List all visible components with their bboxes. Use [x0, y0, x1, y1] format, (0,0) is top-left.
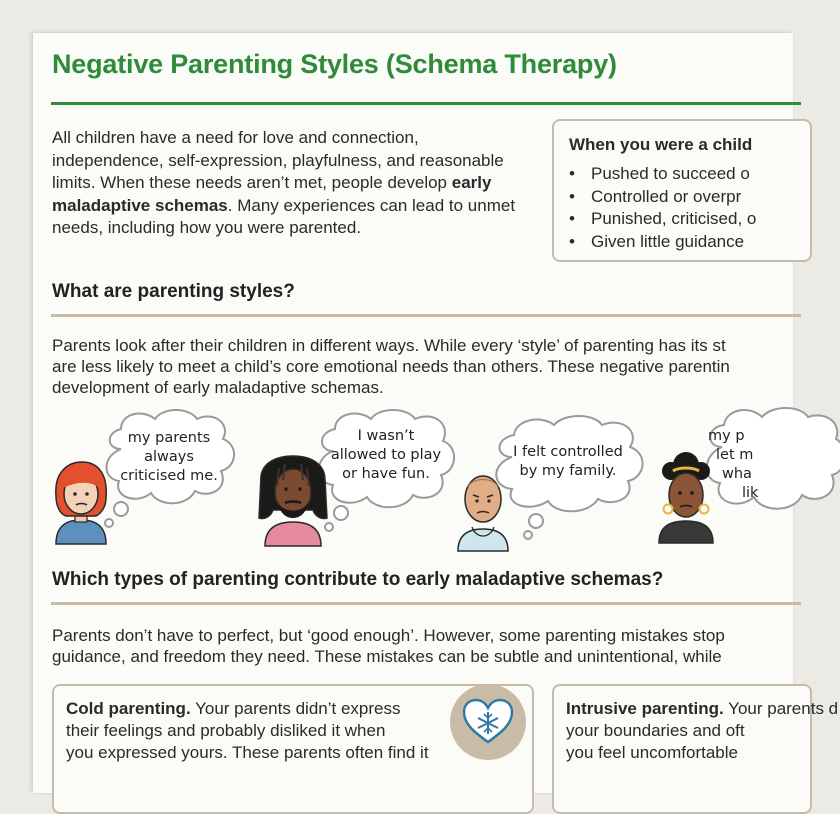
aside-list-item: • Controlled or overpr	[554, 186, 756, 209]
intrusive-parenting-card	[552, 684, 839, 814]
section-2-line: Parents don’t have to perfect, but ‘good enough’. However, some parenting mistakes stop	[52, 626, 725, 645]
red-haired-woman-avatar	[50, 460, 112, 544]
intro-text-1: All children have a need for love and connection, independence, self-expression, playfulness, and reasonable limits. When these needs aren’t met, people develop	[52, 128, 504, 192]
card-body: Your parents d	[723, 699, 839, 718]
curly-haired-woman-avatar	[653, 447, 719, 543]
aside-list-item: • Given little guidance	[554, 231, 756, 254]
section-heading-parenting-types: Which types of parenting contribute to early maladaptive schemas?	[52, 569, 664, 590]
card-first-line	[66, 698, 429, 720]
quote-line: I wasn’t	[357, 428, 415, 444]
page-title: Negative Parenting Styles (Schema Therapy)	[52, 49, 617, 79]
quote-line: wha	[722, 466, 752, 482]
section-2-line: guidance, and freedom they need. These mistakes can be subtle and unintentional, while	[52, 647, 722, 666]
quote-line: I felt controlled	[513, 444, 623, 460]
quote-text	[109, 429, 229, 486]
quote-line: lik	[742, 485, 759, 501]
aside-list-item: • Punished, criticised, o	[554, 208, 756, 231]
quote-line: my parents	[127, 430, 211, 446]
aside-list	[554, 163, 756, 253]
card-first-line	[566, 698, 838, 720]
card-text	[66, 698, 429, 764]
card-body-line: you feel uncomfortable	[566, 743, 738, 762]
section-1-line: are less likely to meet a child’s core emotional needs than others. These negative parentin	[52, 357, 730, 376]
section-1-line: Parents look after their children in different ways. While every ‘style’ of parenting has its st	[52, 336, 726, 355]
quote-text	[496, 443, 640, 481]
card-body: Your parents didn’t express	[190, 699, 401, 718]
card-body-line: you expressed yours. These parents often find it	[66, 743, 429, 762]
card-body-line: their feelings and probably disliked it when	[66, 721, 386, 740]
card-title: Cold parenting.	[66, 699, 191, 718]
bald-man-avatar	[454, 469, 512, 551]
title-divider	[51, 102, 801, 105]
quote-line: or have fun.	[342, 466, 430, 482]
section-heading-parenting-styles: What are parenting styles?	[52, 281, 295, 302]
quote-line: criticised me.	[120, 468, 218, 484]
childhood-experiences-box	[552, 119, 812, 262]
dreadlocks-man-avatar	[255, 456, 331, 546]
frozen-heart-icon	[450, 684, 526, 760]
worksheet-page	[33, 33, 839, 793]
card-body-line: your boundaries and oft	[566, 721, 745, 740]
quote-line: always	[144, 449, 194, 465]
intro-paragraph	[52, 127, 532, 240]
intro-text-2: . Many experiences can lead to unmet needs, including how you were parented.	[52, 195, 516, 237]
card-title: Intrusive parenting.	[566, 699, 724, 718]
intro-bold-term: early maladaptive schemas	[52, 173, 492, 215]
section-divider	[51, 314, 801, 317]
aside-title: When you were a child	[569, 135, 753, 154]
section-1-line: development of early maladaptive schemas.	[52, 378, 384, 397]
quote-line: let m	[716, 447, 754, 463]
section-divider	[51, 602, 801, 605]
quote-line: by my family.	[519, 463, 617, 479]
quote-text	[319, 427, 453, 484]
quote-line: allowed to play	[330, 447, 442, 463]
card-text	[566, 698, 838, 764]
aside-list-item: • Pushed to succeed o	[554, 163, 756, 186]
quote-line: my p	[708, 428, 745, 444]
